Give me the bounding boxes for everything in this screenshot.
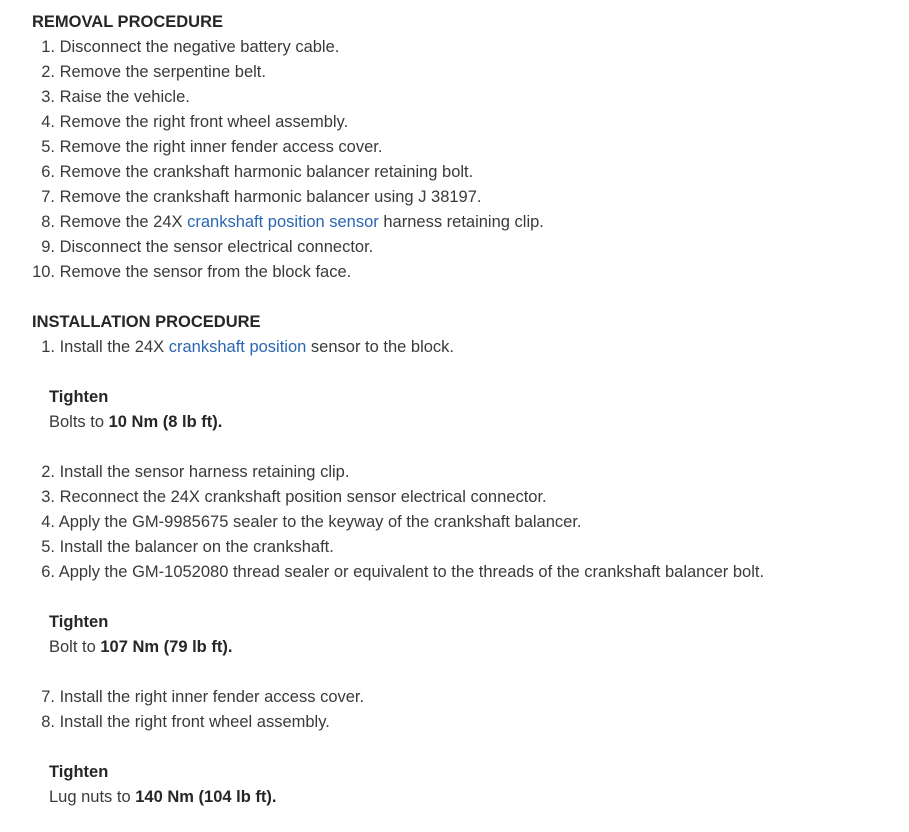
step-number: 8. <box>41 713 55 731</box>
step-number: 10. <box>32 263 55 281</box>
step-text: Apply the GM-1052080 thread sealer or equivalent to the threads of the crankshaft balancer bolt. <box>58 563 765 581</box>
step-number: 4. <box>41 113 55 131</box>
list-item <box>0 710 330 735</box>
list-item <box>0 110 348 135</box>
step-number: 3. <box>41 488 55 506</box>
step-text: Install the 24X <box>59 338 169 356</box>
removal-heading: REMOVAL PROCEDURE <box>32 13 223 31</box>
step-text: Remove the right front wheel assembly. <box>59 113 349 131</box>
torque-spec <box>49 410 222 435</box>
step-number: 5. <box>41 538 55 556</box>
step-number: 2. <box>41 463 55 481</box>
list-item <box>0 335 454 360</box>
torque-spec <box>49 635 232 660</box>
list-item <box>0 260 351 285</box>
step-text: Apply the GM-9985675 sealer to the keyway of the crankshaft balancer. <box>58 513 582 531</box>
tighten-label: Tighten <box>49 388 109 406</box>
torque-value: 10 Nm (8 lb ft). <box>108 413 223 431</box>
step-text: Disconnect the negative battery cable. <box>59 38 340 56</box>
tighten-label: Tighten <box>49 763 109 781</box>
step-number: 7. <box>41 188 55 206</box>
step-number: 4. <box>41 513 55 531</box>
list-item <box>0 85 190 110</box>
step-text: sensor to the block. <box>306 338 454 356</box>
step-number: 7. <box>41 688 55 706</box>
step-text: Remove the crankshaft harmonic balancer retaining bolt. <box>59 163 474 181</box>
list-item <box>0 235 373 260</box>
torque-value: 107 Nm (79 lb ft). <box>100 638 233 656</box>
crankshaft-position-link[interactable]: crankshaft position <box>168 338 307 356</box>
step-number: 1. <box>41 338 55 356</box>
tighten-label: Tighten <box>49 613 109 631</box>
step-text: Reconnect the 24X crankshaft position sensor electrical connector. <box>59 488 547 506</box>
step-text: Disconnect the sensor electrical connector. <box>59 238 374 256</box>
step-number: 9. <box>41 238 55 256</box>
step-text: Install the sensor harness retaining clip. <box>59 463 350 481</box>
list-item <box>0 35 339 60</box>
step-text: Install the right inner fender access cover. <box>59 688 365 706</box>
step-number: 8. <box>41 213 55 231</box>
list-item <box>0 510 582 535</box>
step-number: 6. <box>41 163 55 181</box>
list-item <box>0 185 482 210</box>
list-item <box>0 560 764 585</box>
step-number: 1. <box>41 38 55 56</box>
torque-spec <box>49 785 276 810</box>
torque-prefix: Lug nuts to <box>49 788 136 806</box>
step-text: Raise the vehicle. <box>59 88 190 106</box>
step-text: Remove the sensor from the block face. <box>59 263 352 281</box>
step-number: 6. <box>41 563 55 581</box>
step-text: Remove the crankshaft harmonic balancer using J 38197. <box>59 188 482 206</box>
step-text: Install the right front wheel assembly. <box>59 713 330 731</box>
step-text: Install the balancer on the crankshaft. <box>59 538 334 556</box>
step-number: 5. <box>41 138 55 156</box>
list-item <box>0 135 382 160</box>
step-text: Remove the serpentine belt. <box>59 63 266 81</box>
step-number: 2. <box>41 63 55 81</box>
step-number: 3. <box>41 88 55 106</box>
installation-heading: INSTALLATION PROCEDURE <box>32 313 261 331</box>
step-text: harness retaining clip. <box>378 213 544 231</box>
list-item <box>0 460 349 485</box>
torque-value: 140 Nm (104 lb ft). <box>135 788 277 806</box>
list-item <box>0 160 473 185</box>
step-text: Remove the right inner fender access cover. <box>59 138 383 156</box>
list-item <box>0 535 334 560</box>
step-text: Remove the 24X <box>59 213 188 231</box>
list-item <box>0 485 547 510</box>
torque-prefix: Bolt to <box>49 638 101 656</box>
list-item <box>0 685 364 710</box>
list-item <box>0 60 266 85</box>
torque-prefix: Bolts to <box>49 413 109 431</box>
list-item <box>0 210 544 235</box>
crankshaft-position-sensor-link[interactable]: crankshaft position sensor <box>187 213 379 231</box>
